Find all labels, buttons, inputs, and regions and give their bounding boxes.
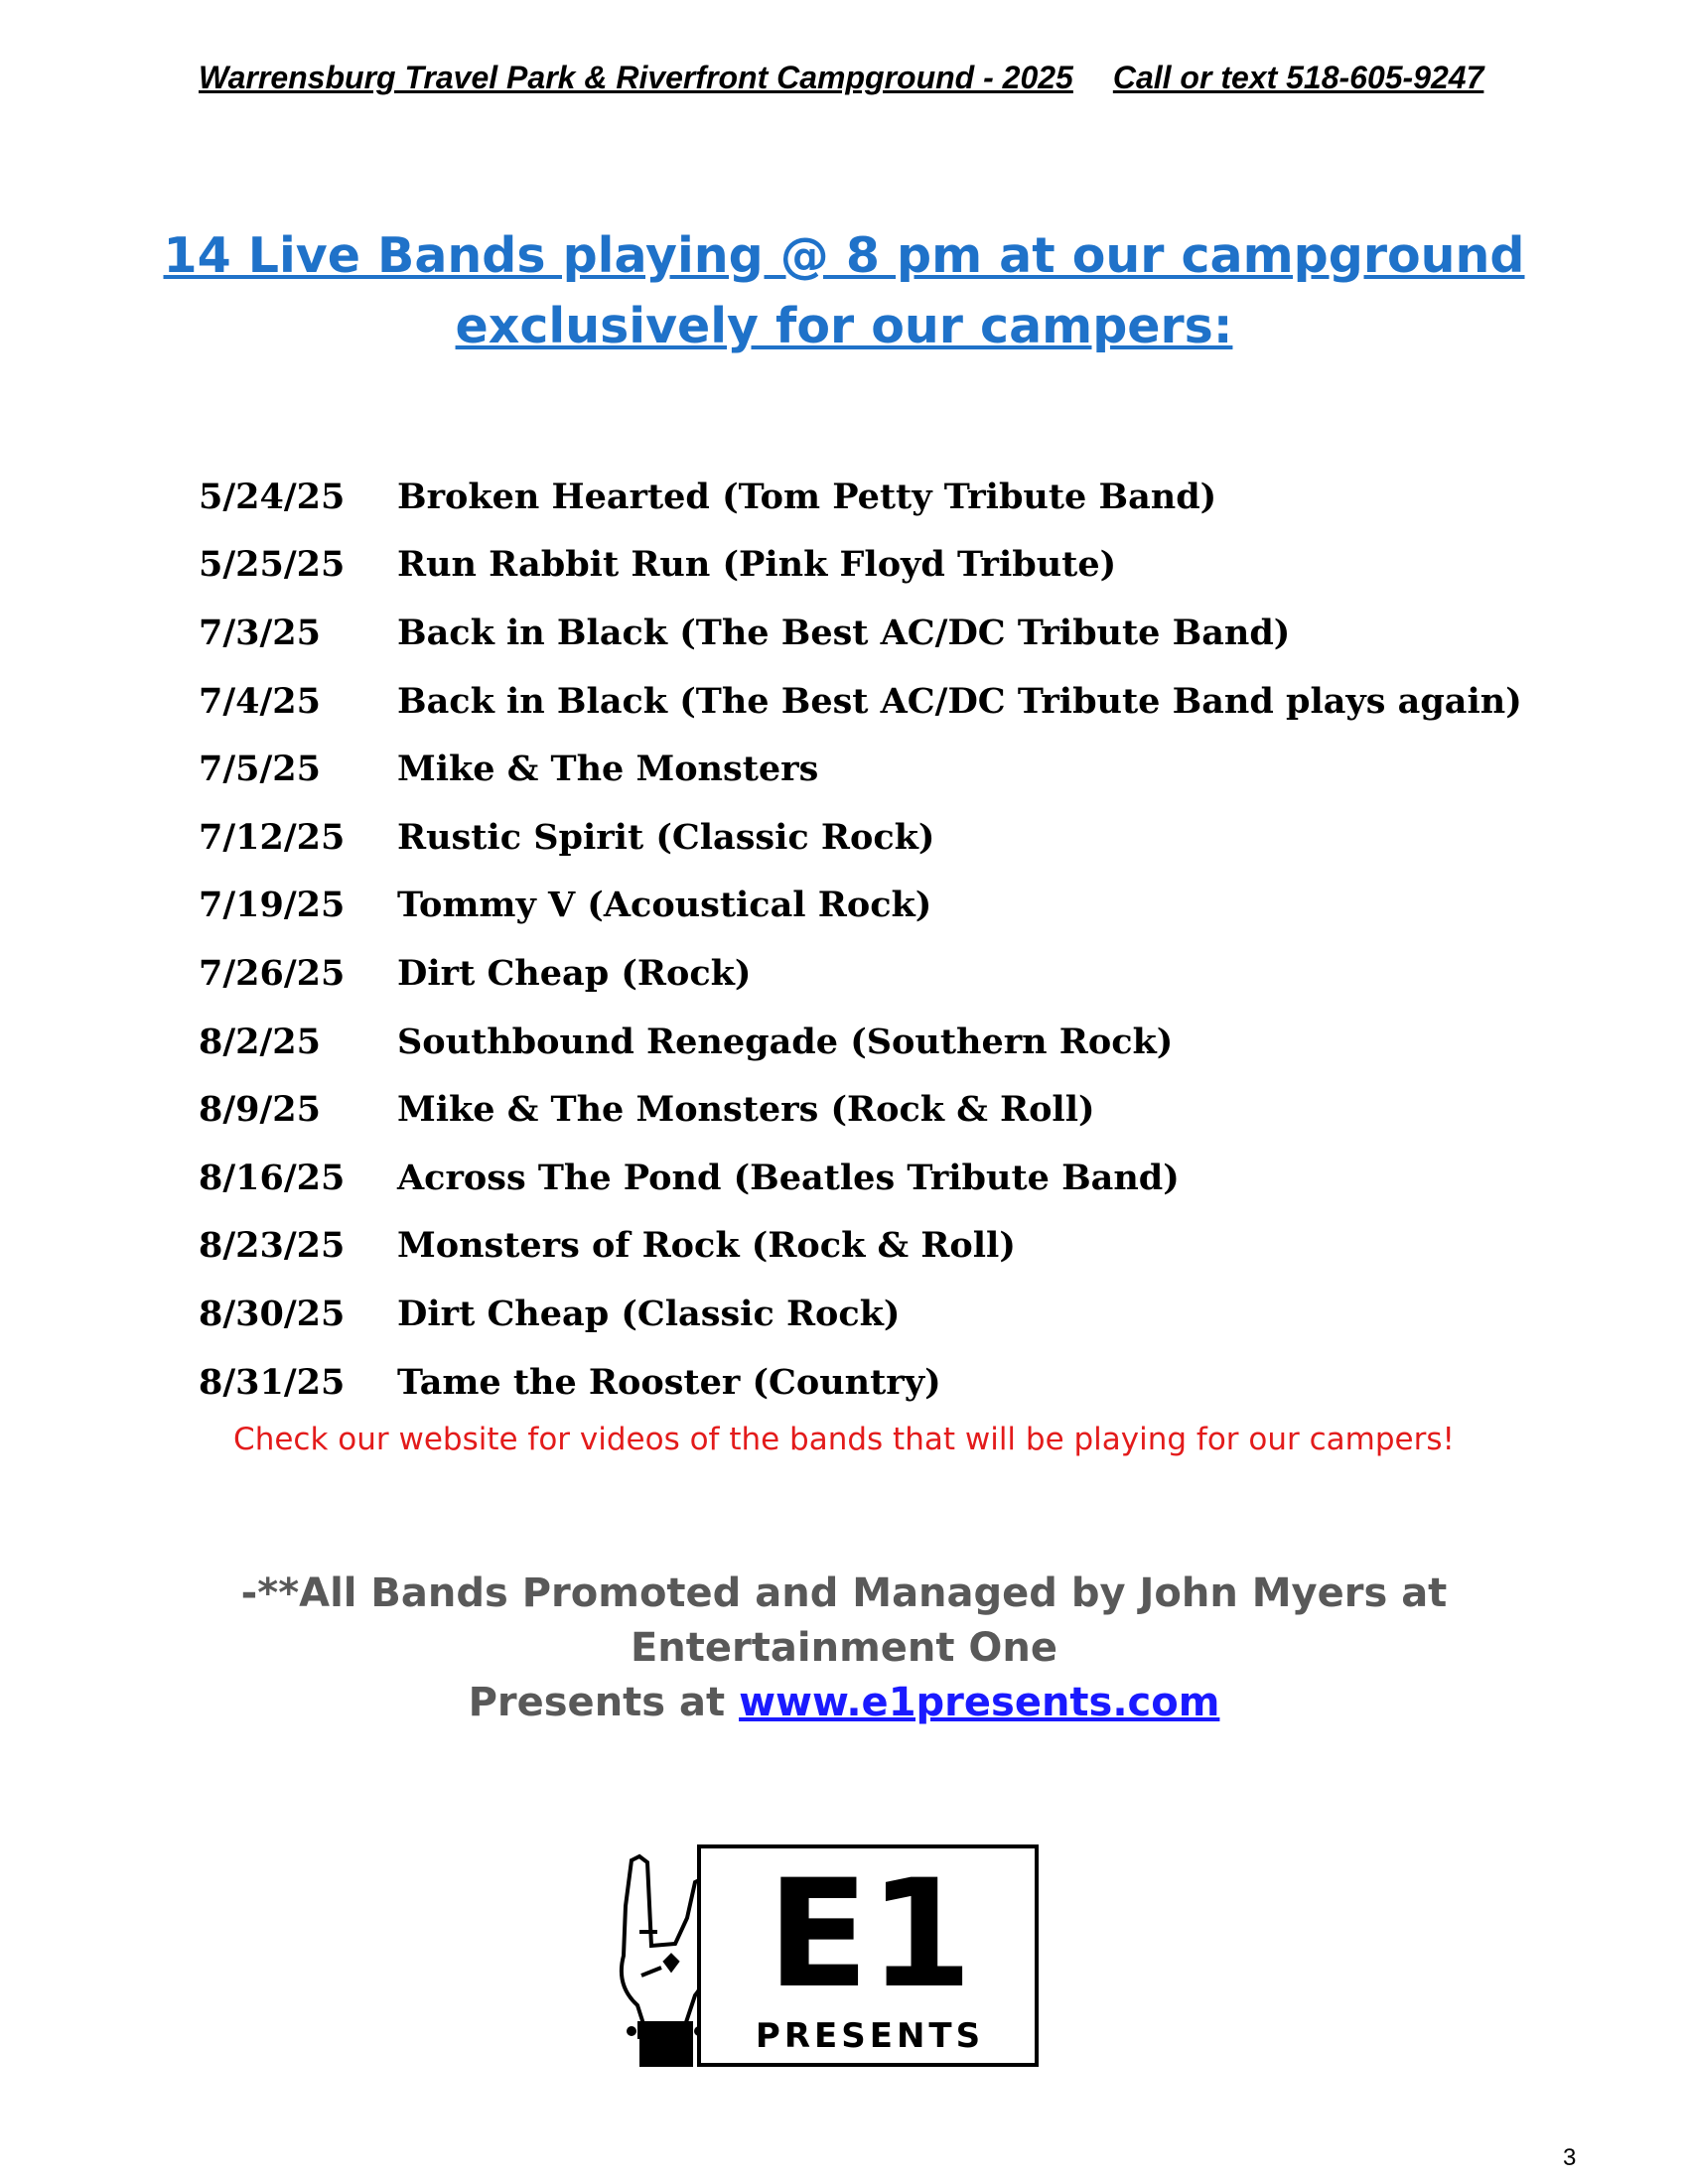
show-date: 8/16/25	[199, 1157, 346, 1198]
schedule-row	[199, 463, 1522, 531]
schedule-row	[199, 599, 1522, 667]
show-date: 8/30/25	[199, 1293, 346, 1334]
show-date: 8/31/25	[199, 1361, 346, 1403]
band-name: Back in Black (The Best AC/DC Tribute Band)	[397, 612, 1291, 653]
schedule-row	[199, 1348, 1522, 1417]
show-date: 8/2/25	[199, 1021, 321, 1062]
band-name: Run Rabbit Run (Pink Floyd Tribute)	[397, 544, 1117, 586]
schedule-row	[199, 1280, 1522, 1348]
show-date: 7/19/25	[199, 885, 346, 926]
band-schedule	[199, 463, 1522, 1416]
band-name: Monsters of Rock (Rock & Roll)	[397, 1225, 1016, 1267]
show-date: 7/12/25	[199, 816, 346, 858]
band-name: Dirt Cheap (Classic Rock)	[397, 1293, 901, 1334]
page-number: 3	[1563, 2144, 1577, 2171]
park-name: Warrensburg Travel Park & Riverfront Campground - 2025	[199, 60, 1073, 95]
logo-word: PRESENTS	[755, 2016, 985, 2056]
band-name: Tommy V (Acoustical Rock)	[397, 885, 932, 926]
band-name: Mike & The Monsters	[397, 749, 819, 790]
promo-prefix: Presents at	[468, 1680, 740, 1725]
band-name: Back in Black (The Best AC/DC Tribute Band plays again)	[397, 680, 1522, 722]
promo-line-1: -**All Bands Promoted and Managed by John Myers at Entertainment One	[240, 1570, 1448, 1671]
band-name: Rustic Spirit (Classic Rock)	[397, 816, 935, 858]
show-date: 8/9/25	[199, 1089, 321, 1131]
promo-line-2	[99, 1676, 1589, 1730]
show-date: 7/4/25	[199, 680, 321, 722]
title-line-2: exclusively for our campers:	[455, 298, 1233, 354]
schedule-row	[199, 939, 1522, 1008]
show-date: 5/25/25	[199, 544, 346, 586]
logo-mark: E1	[767, 1848, 973, 2021]
show-date: 7/5/25	[199, 749, 321, 790]
schedule-row	[199, 1144, 1522, 1212]
title-line-1: 14 Live Bands playing @ 8 pm at our campground	[163, 227, 1525, 284]
schedule-row	[199, 1212, 1522, 1281]
show-date: 7/3/25	[199, 612, 321, 653]
page-title	[99, 220, 1589, 361]
website-note: Check our website for videos of the bands that will be playing for our campers!	[233, 1422, 1455, 1457]
promo-block	[99, 1567, 1589, 1730]
band-name: Southbound Renegade (Southern Rock)	[397, 1021, 1174, 1062]
schedule-row	[199, 1075, 1522, 1144]
band-name: Broken Hearted (Tom Petty Tribute Band)	[397, 476, 1217, 517]
schedule-row	[199, 531, 1522, 600]
show-date: 7/26/25	[199, 952, 346, 994]
show-date: 5/24/25	[199, 476, 346, 517]
schedule-row	[199, 667, 1522, 736]
schedule-row	[199, 872, 1522, 940]
schedule-row	[199, 735, 1522, 803]
page-header	[199, 60, 1569, 96]
schedule-row	[199, 1008, 1522, 1076]
band-name: Mike & The Monsters (Rock & Roll)	[397, 1089, 1095, 1131]
show-date: 8/23/25	[199, 1225, 346, 1267]
schedule-row	[199, 803, 1522, 872]
contact-phone: Call or text 518-605-9247	[1112, 60, 1484, 95]
band-name: Across The Pond (Beatles Tribute Band)	[397, 1157, 1180, 1198]
band-name: Tame the Rooster (Country)	[397, 1361, 941, 1403]
e1presents-link[interactable]: www.e1presents.com	[739, 1680, 1220, 1725]
band-name: Dirt Cheap (Rock)	[397, 952, 752, 994]
e1-presents-logo	[596, 1837, 1043, 2070]
